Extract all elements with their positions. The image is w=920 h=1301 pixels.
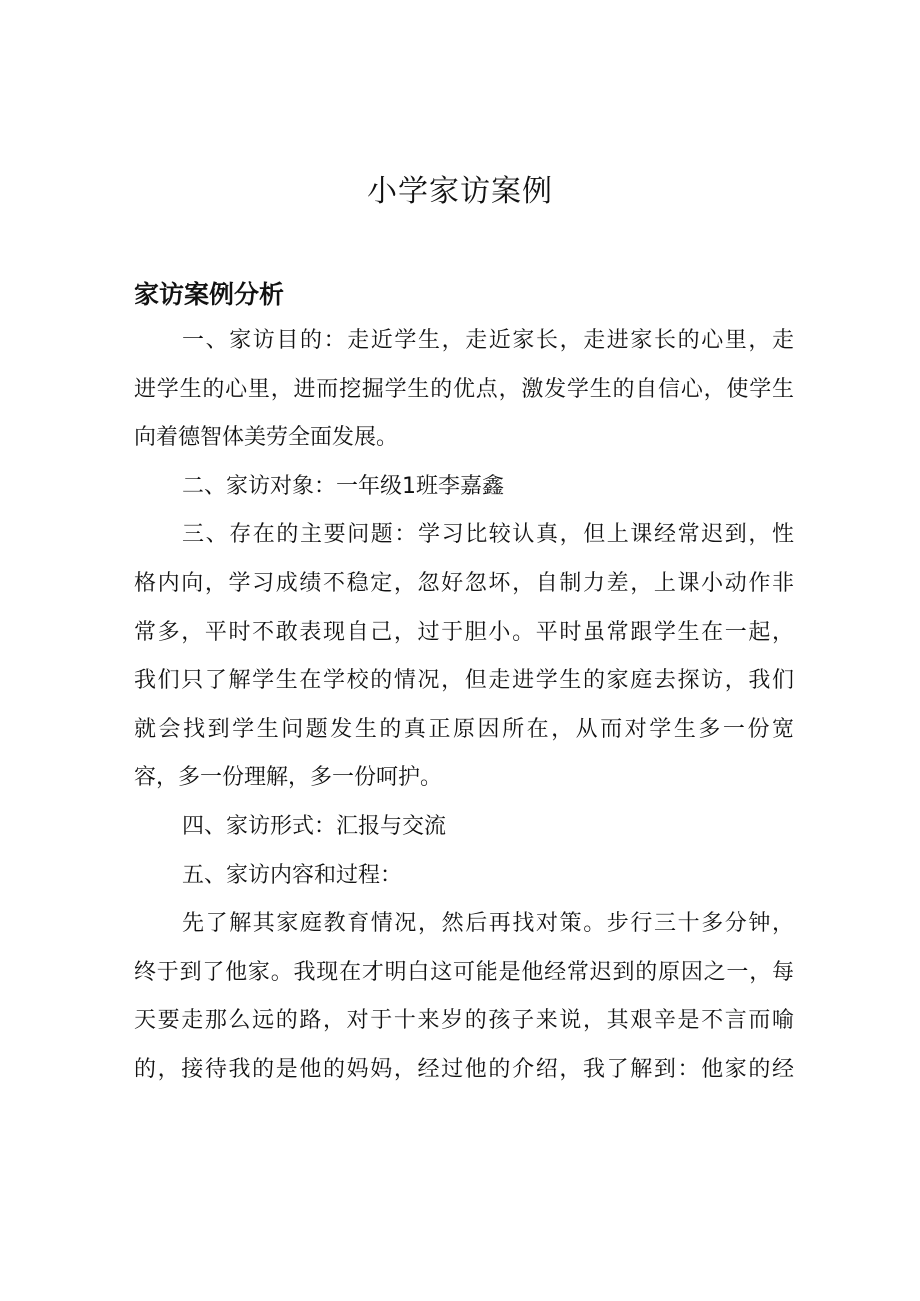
body-text-line: 就会找到学生问题发生的真正原因所在，从而对学生多一份宽 [134, 716, 794, 742]
body-text-line: 向着德智体美劳全面发展。 [134, 425, 399, 451]
body-text-line: 先了解其家庭教育情况，然后再找对策。步行三十多分钟， [182, 911, 794, 937]
body-text-line: 的，接待我的是他的妈妈，经过他的介绍，我了解到：他家的经 [134, 1057, 794, 1082]
body-text-line: 二、家访对象：一年级1班李嘉鑫 [182, 473, 504, 499]
body-text-line: 终于到了他家。我现在才明白这可能是他经常迟到的原因之一，每 [134, 959, 794, 985]
body-text-line: 常多，平时不敢表现自己，过于胆小。平时虽常跟学生在一起， [134, 619, 794, 645]
body-text-line: 三、存在的主要问题：学习比较认真，但上课经常迟到，性 [182, 522, 794, 548]
body-text-line: 容，多一份理解，多一份呵护。 [134, 765, 443, 791]
body-text-line: 格内向，学习成绩不稳定，忽好忽坏，自制力差，上课小动作非 [134, 571, 794, 596]
body-text-line: 五、家访内容和过程： [182, 862, 403, 888]
document-title: 小学家访案例 [367, 174, 553, 209]
body-text-line: 一、家访目的：走近学生，走近家长，走进家长的心里，走 [182, 328, 794, 353]
body-text-line: 天要走那么远的路，对于十来岁的孩子来说，其艰辛是不言而喻 [134, 1008, 794, 1034]
body-text-line: 我们只了解学生在学校的情况，但走进学生的家庭去探访，我们 [134, 668, 794, 694]
body-text-line: 四、家访形式：汇报与交流 [182, 814, 447, 839]
body-text-line: 进学生的心里，进而挖掘学生的优点，激发学生的自信心，使学生 [134, 376, 794, 402]
section-heading: 家访案例分析 [134, 280, 285, 309]
